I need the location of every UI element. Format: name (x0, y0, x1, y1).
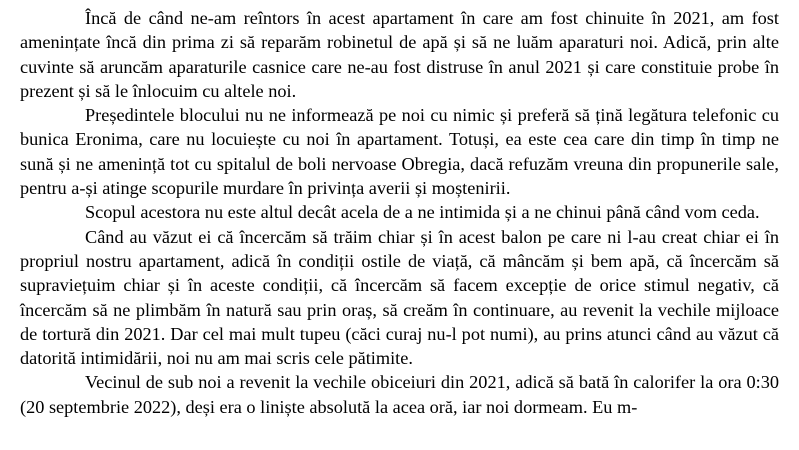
paragraph-4: Când au văzut ei că încercăm să trăim chiar și în acest balon pe care ni l-au creat chiar ei în propriul nostru apartament, adică în condiții ostile de viață, că mâncăm și bem apă, că încercăm să supraviețuim chiar și în aceste condiții, că încercăm să facem excepție de orice stimul negativ, că încercăm să ne plimbăm în natură sau prin oraș, să creăm în continuare, au revenit la vechile mijloace de tortură din 2021. Dar cel mai mult tupeu (căci curaj nu-l pot numi), au prins atunci când au văzut că datorită intimidării, noi nu am mai scris cele pătimite. (20, 226, 779, 369)
paragraph-5: Vecinul de sub noi a revenit la vechile obiceiuri din 2021, adică să bată în calorifer la ora 0:30 (20 septembrie 2022), deși era o liniște absolută la acea oră, iar noi dormeam. Eu m- (20, 372, 779, 417)
paragraph-2: Președintele blocului nu ne informează pe noi cu nimic și preferă să țină legătura telefonic cu bunica Eronima, care nu locuiește cu noi în apartament. Totuși, ea este cea care din timp în timp ne sună și ne amenință tot cu spitalul de boli nervoase Obregia, dacă refuzăm vreuna din propunerile sale, pentru a-și atinge scopurile murdare în privința averii și moștenirii. (20, 105, 779, 199)
paragraph-1: Încă de când ne-am reîntors în acest apartament în care am fost chinuite în 2021, am fost amenințate încă din prima zi să reparăm robinetul de apă și să ne luăm aparaturi noi. Adică, prin alte cuvinte să aruncăm aparaturile casnice care ne-au fost distruse în anul 2021 și care constituie probe în prezent și să le înlocuim cu altele noi. (20, 8, 779, 101)
document-page (20, 6, 779, 419)
paragraph-3: Scopul acestora nu este altul decât acela de a ne intimida și a ne chinui până când vom ceda. (85, 202, 760, 223)
